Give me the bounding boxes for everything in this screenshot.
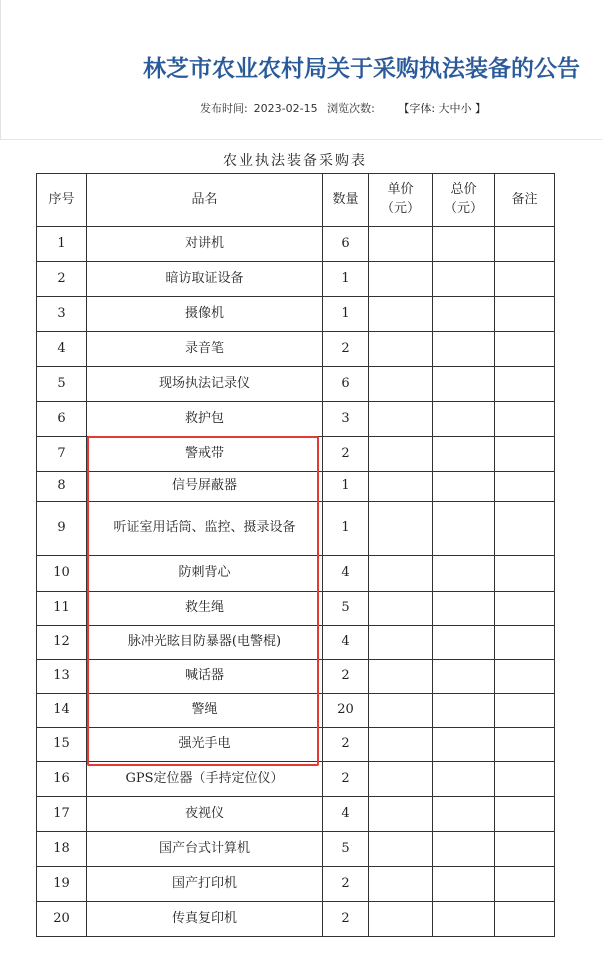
page-title: 林芝市农业农村局关于采购执法装备的公告 [143,56,580,82]
cell-total-price [433,867,495,902]
cell-note [495,832,555,867]
cell-total-price [433,402,495,437]
table-row [37,472,555,502]
cell-total-price [433,728,495,762]
cell-unit-price [369,297,433,332]
table-row [37,902,555,937]
cell-name: 对讲机 [87,227,323,262]
table-title: 农业执法装备采购表 [223,153,367,169]
cell-name: 录音笔 [87,332,323,367]
cell-qty: 4 [323,797,369,832]
cell-note [495,762,555,797]
cell-note [495,797,555,832]
cell-unit-price [369,694,433,728]
cell-index: 6 [37,402,87,437]
cell-unit-price [369,832,433,867]
left-page-rule [0,0,1,140]
cell-total-price [433,694,495,728]
article-meta [0,100,602,116]
table-row [37,797,555,832]
cell-qty: 4 [323,626,369,660]
cell-index: 11 [37,592,87,626]
table-header-row [37,174,555,227]
cell-note [495,262,555,297]
cell-index: 4 [37,332,87,367]
cell-qty: 1 [323,262,369,297]
table-row [37,437,555,472]
cell-index: 7 [37,437,87,472]
cell-note [495,402,555,437]
table-row [37,728,555,762]
table-row [37,297,555,332]
cell-note [495,297,555,332]
cell-qty: 2 [323,902,369,937]
cell-total-price [433,332,495,367]
views-label: 浏览次数: [327,102,375,115]
cell-index: 9 [37,502,87,556]
table-row [37,332,555,367]
cell-note [495,367,555,402]
cell-total-price [433,437,495,472]
cell-index: 3 [37,297,87,332]
cell-unit-price [369,902,433,937]
table-row [37,262,555,297]
cell-name: 警绳 [87,694,323,728]
cell-unit-price [369,402,433,437]
cell-index: 10 [37,556,87,592]
cell-unit-price [369,762,433,797]
cell-note [495,502,555,556]
cell-note [495,227,555,262]
cell-total-price [433,367,495,402]
cell-index: 13 [37,660,87,694]
cell-note [495,592,555,626]
cell-unit-price [369,367,433,402]
cell-unit-price [369,332,433,367]
cell-name: 国产台式计算机 [87,832,323,867]
procurement-table [36,173,555,937]
cell-total-price [433,762,495,797]
cell-total-price [433,832,495,867]
cell-name: 国产打印机 [87,867,323,902]
cell-name: 警戒带 [87,437,323,472]
cell-total-price [433,502,495,556]
cell-qty: 5 [323,592,369,626]
cell-qty: 4 [323,556,369,592]
cell-total-price [433,227,495,262]
cell-qty: 1 [323,502,369,556]
cell-name: 信号屏蔽器 [87,472,323,502]
table-row [37,556,555,592]
cell-name: 听证室用话筒、监控、摄录设备 [87,502,323,556]
cell-note [495,556,555,592]
header-note: 备注 [495,174,555,227]
cell-qty: 6 [323,227,369,262]
cell-note [495,660,555,694]
cell-qty: 2 [323,332,369,367]
cell-note [495,694,555,728]
cell-index: 5 [37,367,87,402]
cell-qty: 2 [323,762,369,797]
cell-total-price [433,297,495,332]
cell-unit-price [369,867,433,902]
cell-note [495,332,555,367]
table-row [37,227,555,262]
cell-index: 16 [37,762,87,797]
header-divider [0,139,602,140]
cell-name: 强光手电 [87,728,323,762]
cell-total-price [433,472,495,502]
cell-name: 救护包 [87,402,323,437]
cell-qty: 2 [323,660,369,694]
cell-qty: 2 [323,437,369,472]
cell-name: 摄像机 [87,297,323,332]
header-total-price: 总价（元） [433,174,495,227]
cell-name: 传真复印机 [87,902,323,937]
cell-index: 15 [37,728,87,762]
cell-note [495,472,555,502]
table-row [37,660,555,694]
cell-qty: 3 [323,402,369,437]
cell-unit-price [369,728,433,762]
cell-index: 19 [37,867,87,902]
cell-total-price [433,660,495,694]
cell-name: 救生绳 [87,592,323,626]
cell-name: 防刺背心 [87,556,323,592]
cell-note [495,728,555,762]
table-row [37,832,555,867]
cell-unit-price [369,556,433,592]
cell-unit-price [369,660,433,694]
cell-qty: 5 [323,832,369,867]
cell-note [495,626,555,660]
cell-total-price [433,556,495,592]
table-row [37,367,555,402]
table-row [37,502,555,556]
cell-qty: 2 [323,867,369,902]
cell-index: 18 [37,832,87,867]
header-name: 品名 [87,174,323,227]
header-unit-price: 单价（元） [369,174,433,227]
table-row [37,694,555,728]
publish-date: 2023-02-15 [253,102,318,115]
cell-total-price [433,902,495,937]
cell-name: 脉冲光眩目防暴器(电警棍) [87,626,323,660]
cell-total-price [433,592,495,626]
table-row [37,592,555,626]
cell-qty: 1 [323,472,369,502]
table-row [37,626,555,660]
cell-index: 8 [37,472,87,502]
cell-qty: 20 [323,694,369,728]
header-qty: 数量 [323,174,369,227]
cell-total-price [433,626,495,660]
cell-name: 现场执法记录仪 [87,367,323,402]
table-row [37,867,555,902]
header-index: 序号 [37,174,87,227]
cell-index: 2 [37,262,87,297]
cell-name: GPS定位器（手持定位仪） [87,762,323,797]
cell-unit-price [369,262,433,297]
cell-unit-price [369,797,433,832]
cell-unit-price [369,592,433,626]
cell-index: 14 [37,694,87,728]
table-row [37,402,555,437]
cell-note [495,867,555,902]
cell-note [495,902,555,937]
cell-unit-price [369,227,433,262]
cell-note [495,437,555,472]
cell-unit-price [369,437,433,472]
cell-total-price [433,262,495,297]
cell-index: 17 [37,797,87,832]
cell-unit-price [369,626,433,660]
table-body [37,227,555,937]
cell-unit-price [369,502,433,556]
cell-qty: 6 [323,367,369,402]
cell-name: 暗访取证设备 [87,262,323,297]
cell-unit-price [369,472,433,502]
cell-total-price [433,797,495,832]
table-row [37,762,555,797]
publish-label: 发布时间: [199,102,248,115]
cell-index: 20 [37,902,87,937]
cell-index: 1 [37,227,87,262]
cell-name: 喊话器 [87,660,323,694]
cell-index: 12 [37,626,87,660]
cell-qty: 1 [323,297,369,332]
cell-name: 夜视仪 [87,797,323,832]
font-size-switch[interactable]: 【字体: 大中小 】 [398,102,487,115]
cell-qty: 2 [323,728,369,762]
